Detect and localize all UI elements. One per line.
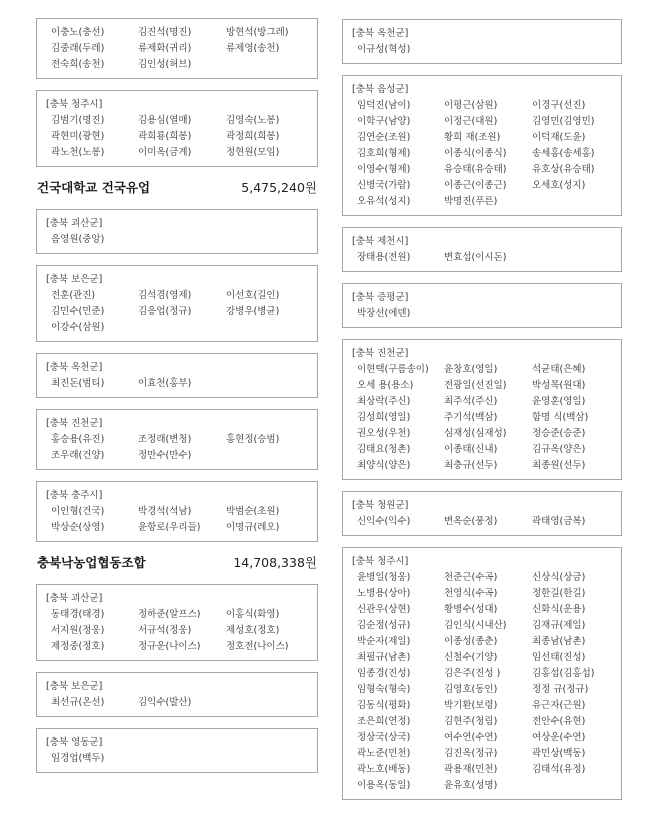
- member-name: 함명 식(백삼): [532, 412, 589, 423]
- member-name: 천준근(수곡): [444, 572, 498, 583]
- member-name: 김영민(김영민): [532, 116, 595, 127]
- member-name: 김호희(형제): [357, 148, 411, 159]
- member-name: 조정래(변청): [138, 434, 192, 445]
- member-name: 김인성(허브): [138, 59, 192, 70]
- member-name: 최상락(주신): [357, 396, 411, 407]
- member-name: 황희 재(조원): [444, 132, 501, 143]
- member-name: 장태용(전원): [357, 252, 411, 263]
- member-name: 임덕진(남이): [357, 100, 411, 111]
- member-name: 이충노(충선): [51, 27, 105, 38]
- member-name: 홍승용(유진): [51, 434, 105, 445]
- right-column: [342, 19, 622, 811]
- region-title: [충북 진천군]: [352, 348, 409, 359]
- member-name: 곽노천(노봉): [51, 147, 105, 158]
- region-title: [충북 영동군]: [46, 737, 103, 748]
- section-amount: 5,475,240원: [241, 180, 317, 195]
- member-name: 이종근(이종근): [444, 180, 507, 191]
- region-title: [충북 청주시]: [352, 556, 409, 567]
- member-name: 이효천(홍부): [138, 378, 192, 389]
- region-title: [충북 증평군]: [352, 292, 409, 303]
- region-box: [342, 75, 622, 216]
- member-name: 이현택(구름송이): [357, 364, 429, 375]
- member-name: 윤창호(영일): [444, 364, 498, 375]
- member-name: 신익수(익수): [357, 516, 411, 527]
- member-name: 정현원(모임): [226, 147, 280, 158]
- name-list: [37, 504, 317, 536]
- member-name: 황병수(성대): [444, 604, 498, 615]
- member-name: 이미옥(금계): [138, 147, 192, 158]
- member-name: 신병국(가람): [357, 180, 411, 191]
- region-box: [36, 672, 318, 717]
- region-title: [충북 충주시]: [46, 490, 103, 501]
- member-name: 곽현미(광현): [51, 131, 105, 142]
- member-name: 김석겸(영제): [138, 290, 192, 301]
- region-box: [342, 283, 622, 328]
- member-name: 오세호(성지): [532, 180, 586, 191]
- member-name: 최필규(남촌): [357, 652, 411, 663]
- name-list: [343, 362, 621, 474]
- member-name: 이종성(종춘): [444, 636, 498, 647]
- member-name: 오세 용(용소): [357, 380, 414, 391]
- member-name: 홍현정(승범): [226, 434, 280, 445]
- member-name: 이평근(삼원): [444, 100, 498, 111]
- region-title: [충북 청원군]: [352, 500, 409, 511]
- member-name: 최종원(선두): [532, 460, 586, 471]
- member-name: 박장선(에덴): [357, 308, 411, 319]
- member-name: 김영호(동인): [444, 684, 498, 695]
- name-list: [37, 751, 317, 767]
- name-list: [37, 25, 317, 73]
- member-name: 곽정희(희봉): [226, 131, 280, 142]
- member-name: 곽민상(백동): [532, 748, 586, 759]
- region-title: [충북 보은군]: [46, 274, 103, 285]
- member-name: 김용심(열매): [138, 115, 192, 126]
- member-name: 곽용재(민천): [444, 764, 498, 775]
- member-name: 박상순(상영): [51, 522, 105, 533]
- member-name: 이영수(형제): [357, 164, 411, 175]
- section-name: 충북낙농업협동조합: [37, 555, 146, 570]
- region-box: [36, 353, 318, 398]
- member-name: 신상식(상금): [532, 572, 586, 583]
- region-title: [충북 음성군]: [352, 84, 409, 95]
- region-box: [36, 265, 318, 342]
- member-name: 전광일(선진일): [444, 380, 507, 391]
- member-name: 정정 규(정규): [532, 684, 589, 695]
- member-name: 정한길(한길): [532, 588, 586, 599]
- member-name: 김은주(진성 ): [444, 668, 501, 679]
- member-name: 이학구(남양): [357, 116, 411, 127]
- member-name: 곽태영(금복): [532, 516, 586, 527]
- member-name: 이덕재(도윤): [532, 132, 586, 143]
- member-name: 제정중(정호): [51, 641, 105, 652]
- member-name: 최충규(선두): [444, 460, 498, 471]
- region-box: [36, 409, 318, 470]
- member-name: 전숙희(송천): [51, 59, 105, 70]
- member-name: 곽노준(민천): [357, 748, 411, 759]
- name-list: [37, 113, 317, 161]
- member-name: 여상운(수연): [532, 732, 586, 743]
- member-name: 김태석(유정): [532, 764, 586, 775]
- member-name: 이인형(건국): [51, 506, 105, 517]
- name-list: [37, 288, 317, 336]
- member-name: 주기석(백삼): [444, 412, 498, 423]
- member-name: 이규성(혁성): [357, 44, 411, 55]
- member-name: 김순정(성규): [357, 620, 411, 631]
- member-name: 임형숙(형숙): [357, 684, 411, 695]
- region-box: [342, 19, 622, 64]
- member-name: 정만수(만수): [138, 450, 192, 461]
- member-name: 서지원(정웅): [51, 625, 105, 636]
- region-title: [충북 보은군]: [46, 681, 103, 692]
- section-header: [36, 178, 318, 196]
- member-name: 김중래(두레): [51, 43, 105, 54]
- member-name: 김응업(정규): [138, 306, 192, 317]
- member-name: 윤병일(청웅): [357, 572, 411, 583]
- member-name: 천영식(수곡): [444, 588, 498, 599]
- member-name: 곽노호(배동): [357, 764, 411, 775]
- name-list: [343, 514, 621, 530]
- member-name: 이경구(선진): [532, 100, 586, 111]
- member-name: 박범순(초원): [226, 506, 280, 517]
- member-name: 이강수(삼원): [51, 322, 105, 333]
- member-name: 곽희룡(희봉): [138, 131, 192, 142]
- member-name: 김동식(평화): [357, 700, 411, 711]
- member-name: 류제영(송천): [226, 43, 280, 54]
- member-name: 강병우(병균): [226, 306, 280, 317]
- member-name: 석균태(은혜): [532, 364, 586, 375]
- member-name: 조우래(건양): [51, 450, 105, 461]
- member-name: 김범기(명진): [51, 115, 105, 126]
- name-list: [343, 98, 621, 210]
- name-list: [37, 432, 317, 464]
- member-name: 박순자(제일): [357, 636, 411, 647]
- member-name: 김인식(시내산): [444, 620, 507, 631]
- member-name: 여수연(수연): [444, 732, 498, 743]
- section-header: [36, 553, 318, 571]
- region-title: [충북 진천군]: [46, 418, 103, 429]
- member-name: 서규석(정웅): [138, 625, 192, 636]
- member-name: 김민수(민준): [51, 306, 105, 317]
- member-name: 유호상(유승태): [532, 164, 595, 175]
- member-name: 정규운(나이스): [138, 641, 201, 652]
- name-list: [343, 570, 621, 794]
- member-name: 방현석(방그레): [226, 27, 289, 38]
- member-name: 김익수(발산): [138, 697, 192, 708]
- region-title: [충북 제천시]: [352, 236, 409, 247]
- member-name: 이정근(대원): [444, 116, 498, 127]
- member-name: 김진옥(정규): [444, 748, 498, 759]
- region-box: [342, 491, 622, 536]
- member-name: 이종태(신내): [444, 444, 498, 455]
- member-name: 윤항로(우리들): [138, 522, 201, 533]
- member-name: 정상국(상국): [357, 732, 411, 743]
- member-name: 김성희(영일): [357, 412, 411, 423]
- member-name: 최양식(양은): [357, 460, 411, 471]
- member-name: 임경업(백두): [51, 753, 105, 764]
- member-name: 전훈(관진): [51, 290, 96, 301]
- region-title: [충북 옥천군]: [46, 362, 103, 373]
- member-name: 이용옥(동일): [357, 780, 411, 791]
- member-name: 이명규(레오): [226, 522, 280, 533]
- member-name: 김현주(청림): [444, 716, 498, 727]
- section-amount: 14,708,338원: [233, 555, 317, 570]
- member-name: 임종경(진성): [357, 668, 411, 679]
- member-name: 유근자(근원): [532, 700, 586, 711]
- member-name: 김홍섭(김홍섭): [532, 668, 595, 679]
- name-list: [343, 250, 621, 266]
- region-title: [충북 청주시]: [46, 99, 103, 110]
- member-name: 이홍식(화영): [226, 609, 280, 620]
- member-name: 김연순(조원): [357, 132, 411, 143]
- member-name: 류제화(귀리): [138, 43, 192, 54]
- member-name: 신철수(기양): [444, 652, 498, 663]
- member-name: 동태경(태경): [51, 609, 105, 620]
- member-name: 신화식(운용): [532, 604, 586, 615]
- section-name: 건국대학교 건국유업: [37, 180, 151, 195]
- region-box: [36, 18, 318, 79]
- member-name: 박기환(보령): [444, 700, 498, 711]
- region-title: [충북 괴산군]: [46, 218, 103, 229]
- member-name: 김진석(명진): [138, 27, 192, 38]
- member-name: 조은희(연정): [357, 716, 411, 727]
- member-name: 최선규(온선): [51, 697, 105, 708]
- region-box: [36, 584, 318, 661]
- member-name: 전안수(유현): [532, 716, 586, 727]
- member-name: 박경석(석남): [138, 506, 192, 517]
- region-box: [36, 481, 318, 542]
- member-name: 임선태(진성): [532, 652, 586, 663]
- member-name: 김영숙(노봉): [226, 115, 280, 126]
- member-name: 심재성(심재성): [444, 428, 507, 439]
- name-list: [37, 695, 317, 711]
- region-box: [36, 90, 318, 167]
- member-name: 정하준(알프스): [138, 609, 201, 620]
- member-name: 제성호(정호): [226, 625, 280, 636]
- member-name: 김규옥(양은): [532, 444, 586, 455]
- member-name: 박명진(푸른): [444, 196, 498, 207]
- member-name: 오유석(성지): [357, 196, 411, 207]
- member-name: 권오성(우천): [357, 428, 411, 439]
- member-name: 변옥순(풍정): [444, 516, 498, 527]
- left-column: [36, 18, 318, 784]
- member-name: 송세홍(송세홍): [532, 148, 595, 159]
- member-name: 변효섭(이시돈): [444, 252, 507, 263]
- member-name: 정호전(나이스): [226, 641, 289, 652]
- name-list: [37, 607, 317, 655]
- name-list: [343, 42, 621, 58]
- region-box: [342, 339, 622, 480]
- member-name: 윤영훈(영일): [532, 396, 586, 407]
- member-name: 노병용(상아): [357, 588, 411, 599]
- name-list: [37, 376, 317, 392]
- member-name: 김태요(청촌): [357, 444, 411, 455]
- member-name: 정승준(승준): [532, 428, 586, 439]
- member-name: 최주석(주신): [444, 396, 498, 407]
- member-name: 이종식(이종식): [444, 148, 507, 159]
- member-name: 최진돈(범티): [51, 378, 105, 389]
- name-list: [37, 232, 317, 248]
- member-name: 신관우(상현): [357, 604, 411, 615]
- member-name: 최종남(남촌): [532, 636, 586, 647]
- region-title: [충북 괴산군]: [46, 593, 103, 604]
- name-list: [343, 306, 621, 322]
- member-name: 음영원(중앙): [51, 234, 105, 245]
- region-box: [36, 728, 318, 773]
- region-box: [36, 209, 318, 254]
- member-name: 김재규(제일): [532, 620, 586, 631]
- member-name: 박성목(원대): [532, 380, 586, 391]
- member-name: 유승태(유승태): [444, 164, 507, 175]
- member-name: 윤유호(성명): [444, 780, 498, 791]
- region-title: [충북 옥천군]: [352, 28, 409, 39]
- member-name: 이선호(길인): [226, 290, 280, 301]
- region-box: [342, 547, 622, 800]
- region-box: [342, 227, 622, 272]
